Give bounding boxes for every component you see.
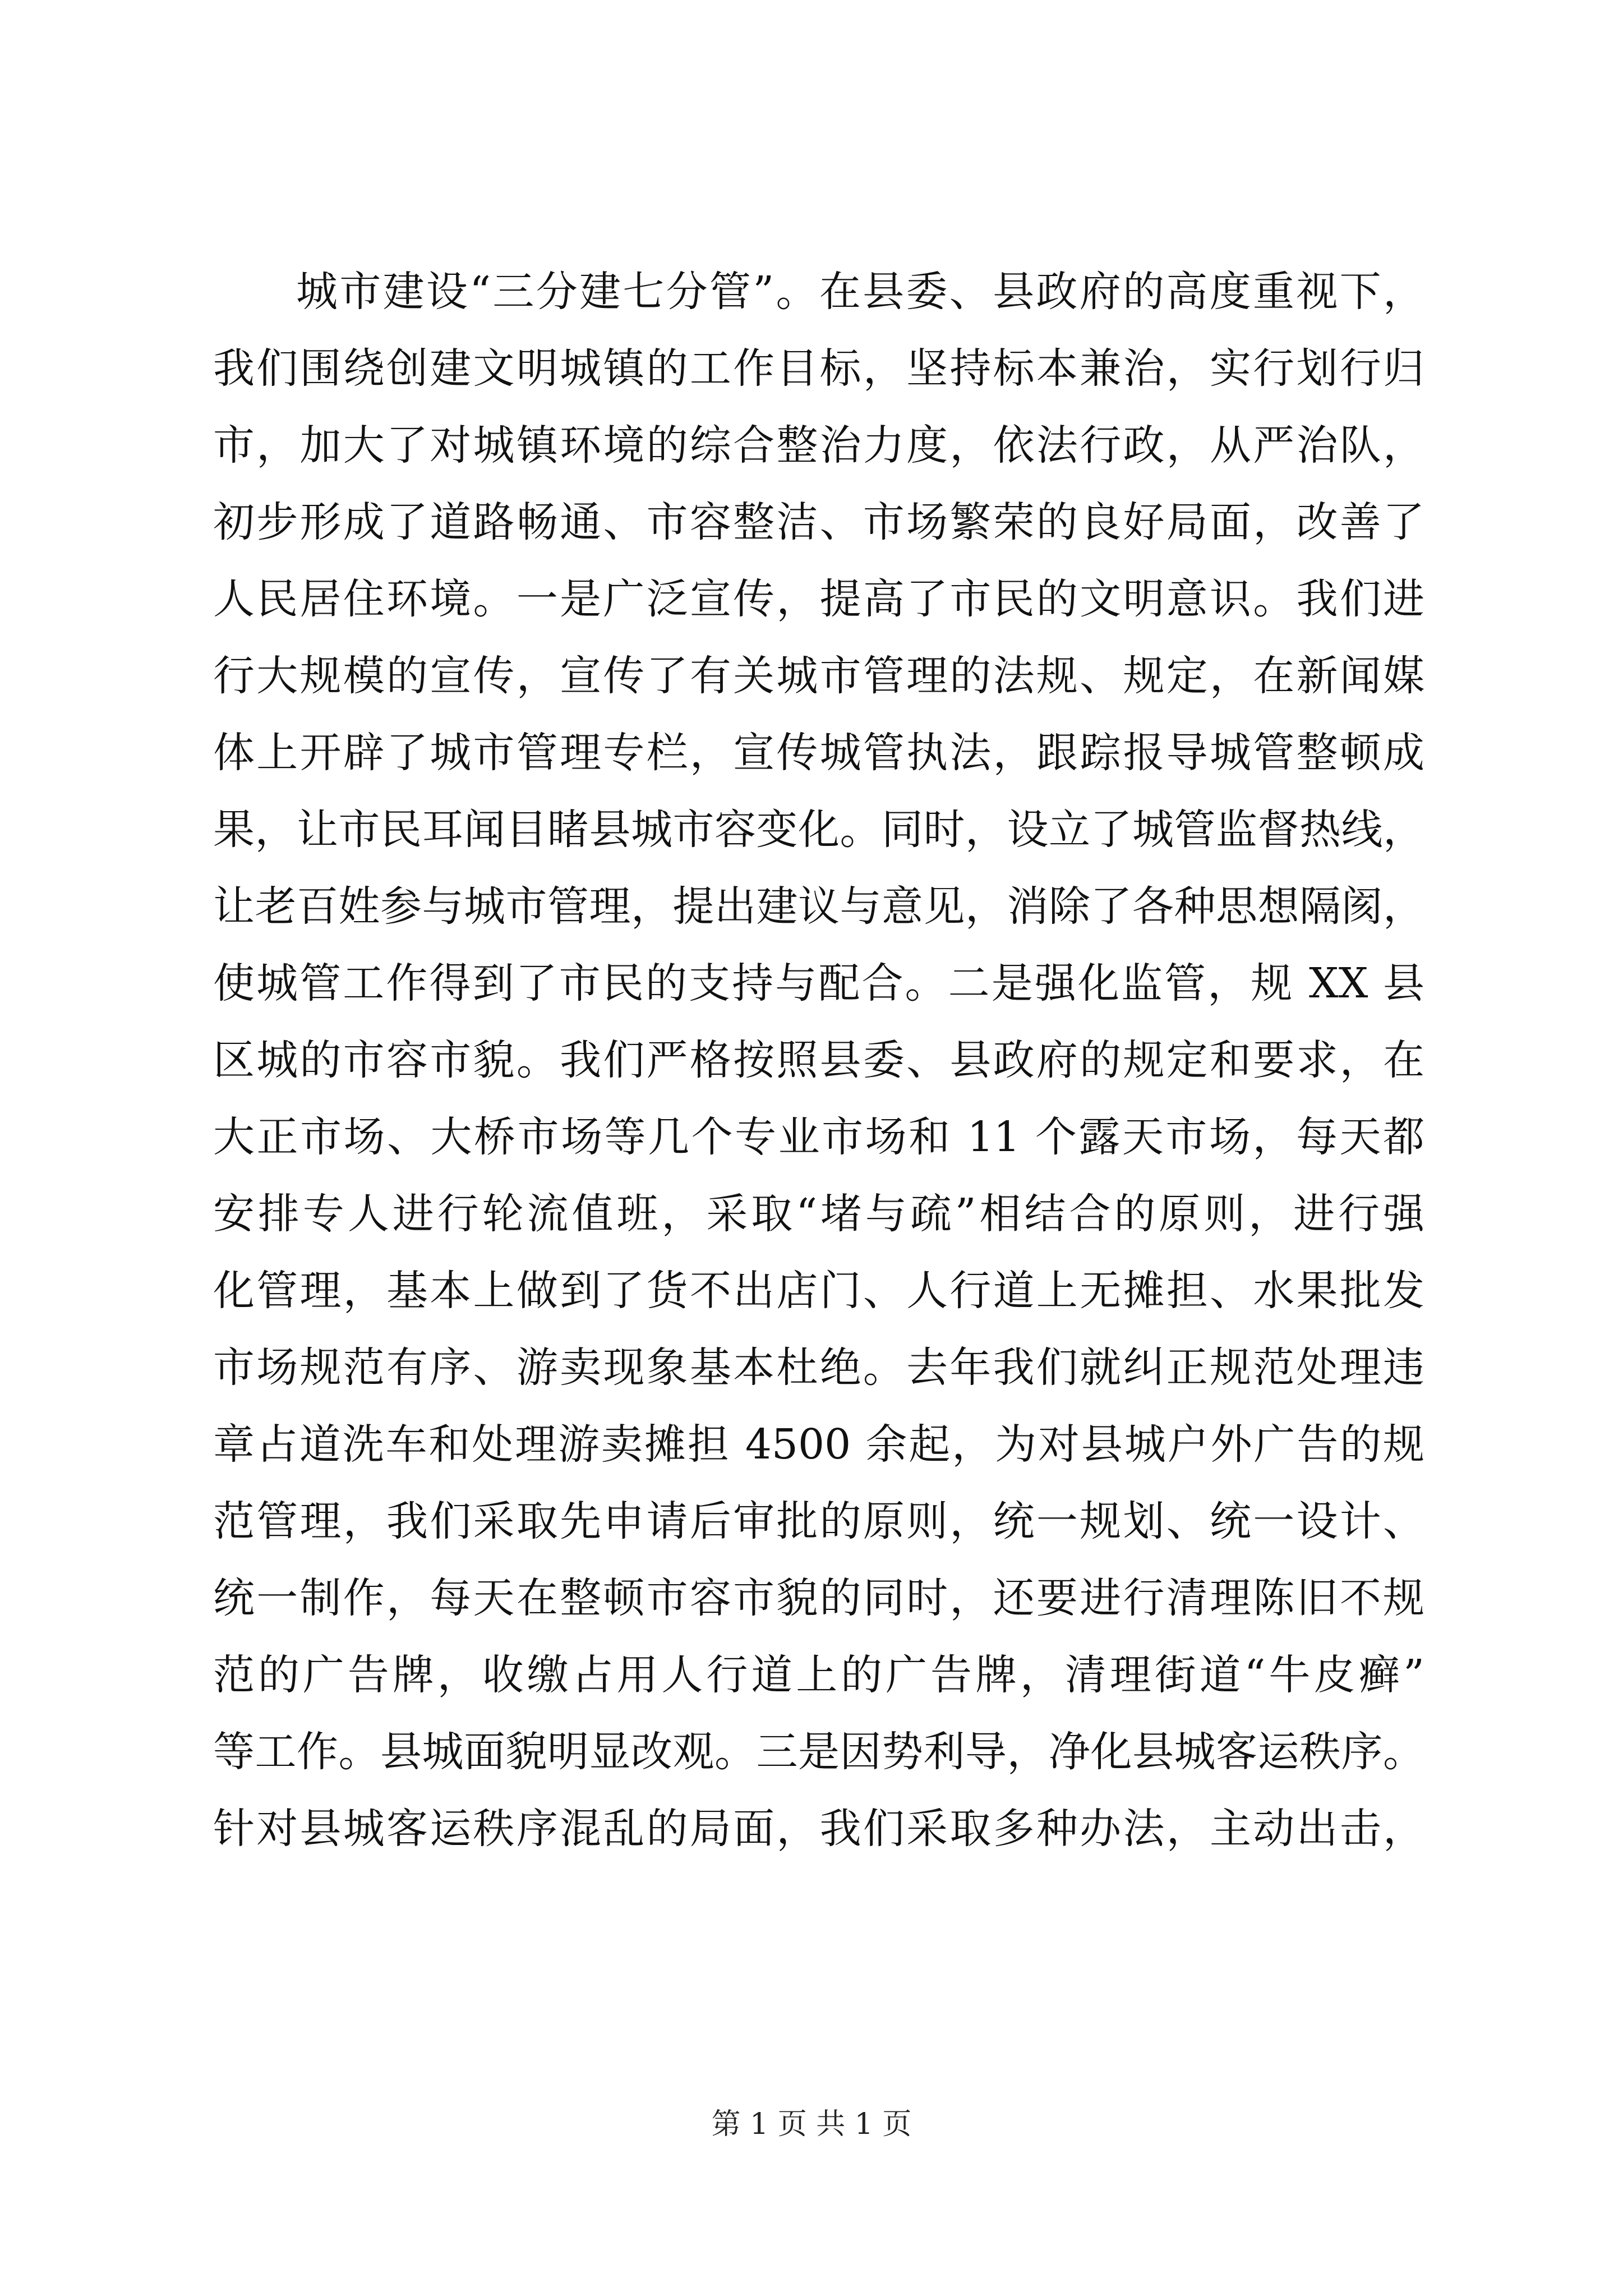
text-line: 大正市场、大桥市场等几个专业市场和 11 个露天市场，每天都 — [213, 1113, 1424, 1161]
text-line: 城市建设“三分建七分管”。在县委、县政府的高度重视下， — [296, 268, 1424, 316]
text-line: 体上开辟了城市管理专栏，宣传城管执法，跟踪报导城管整顿成 — [213, 729, 1424, 777]
text-line: 市场规范有序、游卖现象基本杜绝。去年我们就纠正规范处理违 — [213, 1343, 1424, 1392]
text-line: 等工作。县城面貌明显改观。三是因势利导，净化县城客运秩序。 — [213, 1728, 1424, 1776]
page-footer: 第 1 页 共 1 页 — [711, 2108, 912, 2141]
text-line: 人民居住环境。一是广泛宣传，提高了市民的文明意识。我们进 — [213, 575, 1424, 623]
text-line: 范管理，我们采取先申请后审批的原则，统一规划、统一设计、 — [213, 1497, 1424, 1545]
text-line: 市，加大了对城镇环境的综合整治力度，依法行政，从严治队， — [213, 421, 1424, 470]
text-line: 让老百姓参与城市管理，提出建议与意见，消除了各种思想隔阂， — [213, 882, 1424, 931]
text-line: 我们围绕创建文明城镇的工作目标，坚持标本兼治，实行划行归 — [213, 344, 1424, 393]
text-line: 区城的市容市貌。我们严格按照县委、县政府的规定和要求，在 — [213, 1036, 1424, 1084]
text-line: 统一制作，每天在整顿市容市貌的同时，还要进行清理陈旧不规 — [213, 1574, 1424, 1622]
text-line: 初步形成了道路畅通、市容整洁、市场繁荣的良好局面，改善了 — [213, 498, 1424, 546]
text-line: 使城管工作得到了市民的支持与配合。二是强化监管，规 XX 县 — [213, 959, 1424, 1007]
text-line: 化管理，基本上做到了货不出店门、人行道上无摊担、水果批发 — [213, 1267, 1424, 1315]
text-line: 章占道洗车和处理游卖摊担 4500 余起，为对县城户外广告的规 — [213, 1420, 1424, 1469]
text-line: 安排专人进行轮流值班，采取“堵与疏”相结合的原则，进行强 — [213, 1190, 1424, 1238]
body-paragraph — [213, 254, 1424, 1867]
text-line: 范的广告牌，收缴占用人行道上的广告牌，清理街道“牛皮癣” — [213, 1651, 1424, 1699]
text-line: 果，让市民耳闻目睹县城市容变化。同时，设立了城管监督热线， — [213, 806, 1424, 854]
text-line: 行大规模的宣传，宣传了有关城市管理的法规、规定，在新闻媒 — [213, 652, 1424, 700]
text-line: 针对县城客运秩序混乱的局面，我们采取多种办法，主动出击， — [213, 1805, 1424, 1853]
